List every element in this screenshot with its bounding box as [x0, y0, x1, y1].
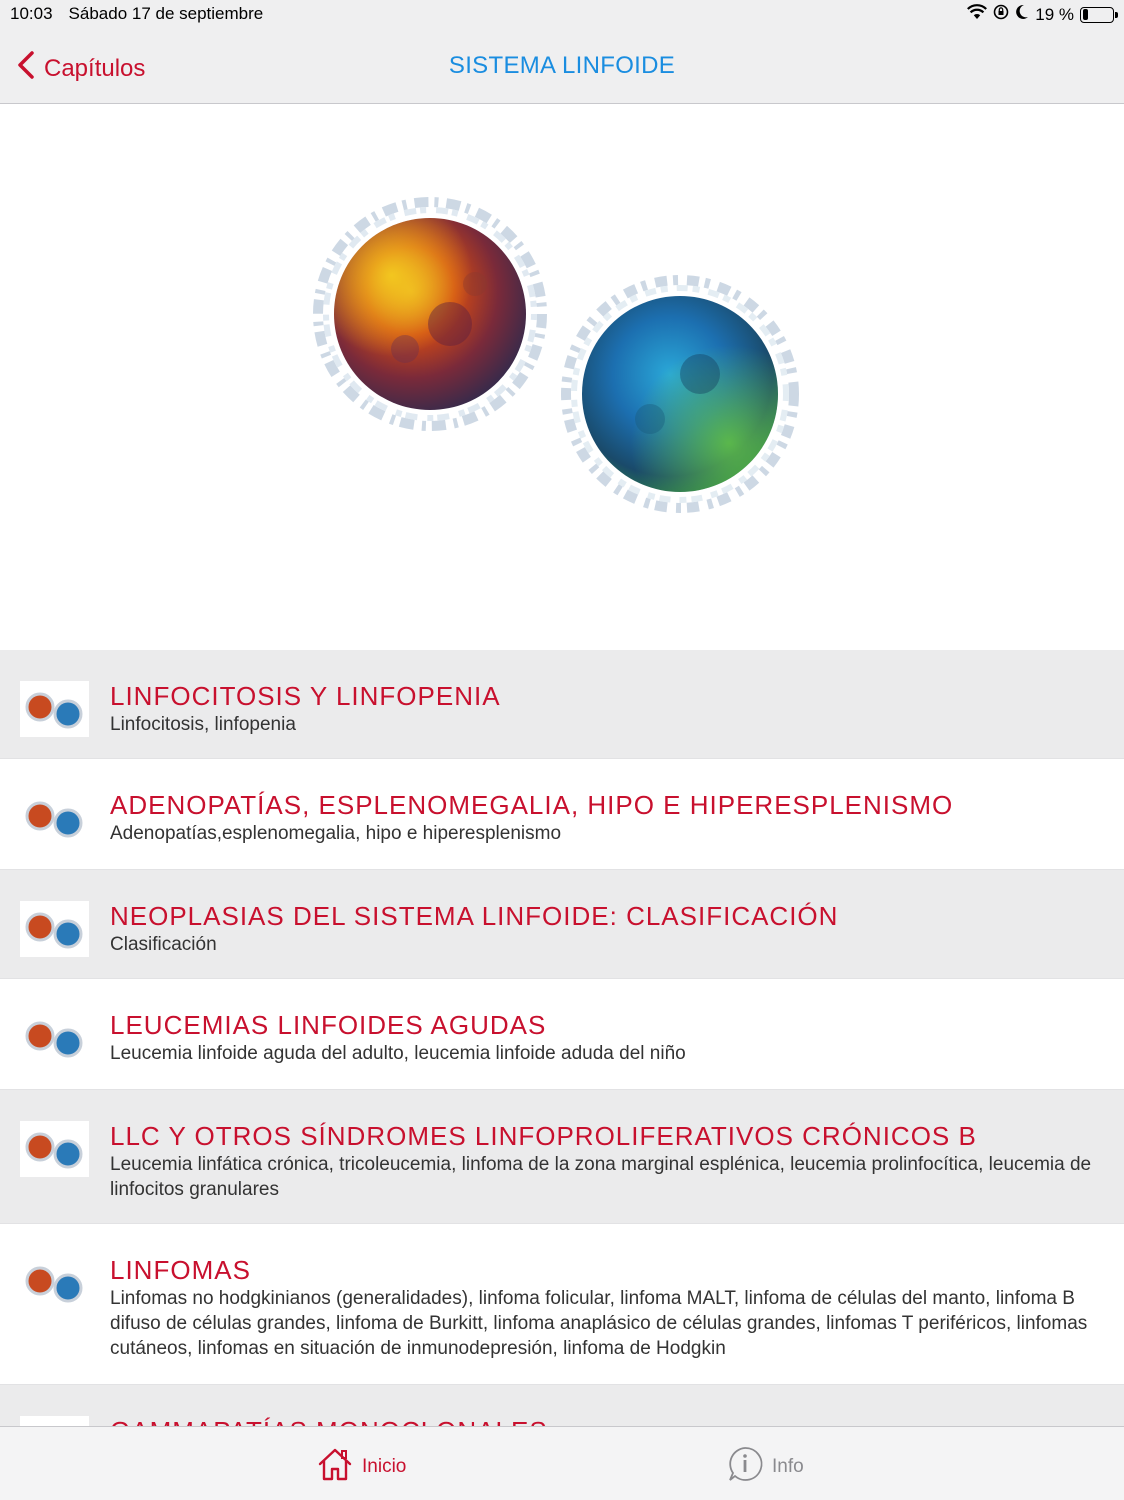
tab-info[interactable]	[726, 1445, 804, 1489]
back-button-label: Capítulos	[44, 54, 146, 82]
house-icon	[316, 1445, 354, 1489]
chapter-subtitle: Clasificación	[110, 934, 217, 955]
list-item[interactable]	[0, 759, 1124, 870]
chapter-subtitle: Adenopatías,esplenomegalia, hipo e hiperesplenismo	[110, 823, 562, 844]
chapter-subtitle: Leucemia linfoide aguda del adulto, leucemia linfoide aduda del niño	[110, 1043, 686, 1064]
status-date: Sábado 17 de septiembre	[68, 4, 264, 23]
lymphocytes-thumbnail-icon	[20, 1121, 89, 1177]
hero-banner	[0, 104, 1124, 650]
blue-lymphocyte	[566, 280, 794, 508]
wifi-icon	[967, 4, 987, 25]
lymphocytes-thumbnail-icon	[20, 901, 89, 957]
battery-percent: 19 %	[1035, 4, 1074, 24]
lymphocytes-thumbnail-icon	[20, 1010, 89, 1066]
list-item[interactable]	[0, 650, 1124, 759]
tab-inicio-label: Inicio	[362, 1456, 407, 1477]
lymphocytes-thumbnail-icon	[20, 681, 89, 737]
list-item[interactable]	[0, 979, 1124, 1090]
moon-icon	[1015, 4, 1029, 25]
chapter-title: ADENOPATÍAS, ESPLENOMEGALIA, HIPO E HIPERESPLENISMO	[110, 790, 954, 820]
chapter-title: LINFOMAS	[110, 1255, 251, 1285]
tab-inicio[interactable]	[316, 1445, 406, 1489]
chapter-title: LINFOCITOSIS Y LINFOPENIA	[110, 681, 501, 711]
list-item[interactable]	[0, 1090, 1124, 1224]
tab-bar	[0, 1426, 1124, 1500]
list-item[interactable]	[0, 1224, 1124, 1385]
chapter-subtitle: Linfocitosis, linfopenia	[110, 714, 296, 735]
chapter-list	[0, 650, 1124, 1426]
battery-icon	[1080, 7, 1114, 23]
chapter-title: LLC Y OTROS SÍNDROMES LINFOPROLIFERATIVOS CRÓNICOS B	[110, 1121, 977, 1151]
chapter-subtitle: Leucemia linfática crónica, tricoleucemia, linfoma de la zona marginal esplénica, leucemia prolinfocítica, leucemia de linfocitos granulares	[110, 1154, 1092, 1200]
lymphocytes-thumbnail-icon	[20, 790, 89, 846]
chapter-subtitle: Linfomas no hodgkinianos (generalidades), linfoma folicular, linfoma MALT, linfoma de células del manto, linfoma B difuso de células grandes, linfoma de Burkitt, linfoma anaplásico de células grandes, linfomas T periféricos, linfomas cutáneos, linfomas en situación de inmunodepresión, linfoma de Hodgkin	[110, 1288, 1088, 1359]
navigation-bar	[0, 30, 1124, 104]
status-bar	[0, 0, 1124, 30]
chapter-title: NEOPLASIAS DEL SISTEMA LINFOIDE: CLASIFICACIÓN	[110, 901, 839, 931]
page-title: SISTEMA LINFOIDE	[448, 52, 676, 79]
list-item[interactable]	[0, 870, 1124, 979]
tab-info-label: Info	[772, 1456, 804, 1477]
info-circle-icon	[726, 1445, 764, 1489]
status-time: 10:03	[10, 4, 53, 23]
battery-level	[1083, 9, 1089, 20]
lymphocytes-illustration	[300, 174, 820, 534]
rotation-lock-icon	[993, 4, 1009, 25]
orange-lymphocyte	[318, 202, 542, 426]
chapter-title: LEUCEMIAS LINFOIDES AGUDAS	[110, 1010, 547, 1040]
lymphocytes-thumbnail-icon	[20, 1255, 89, 1311]
